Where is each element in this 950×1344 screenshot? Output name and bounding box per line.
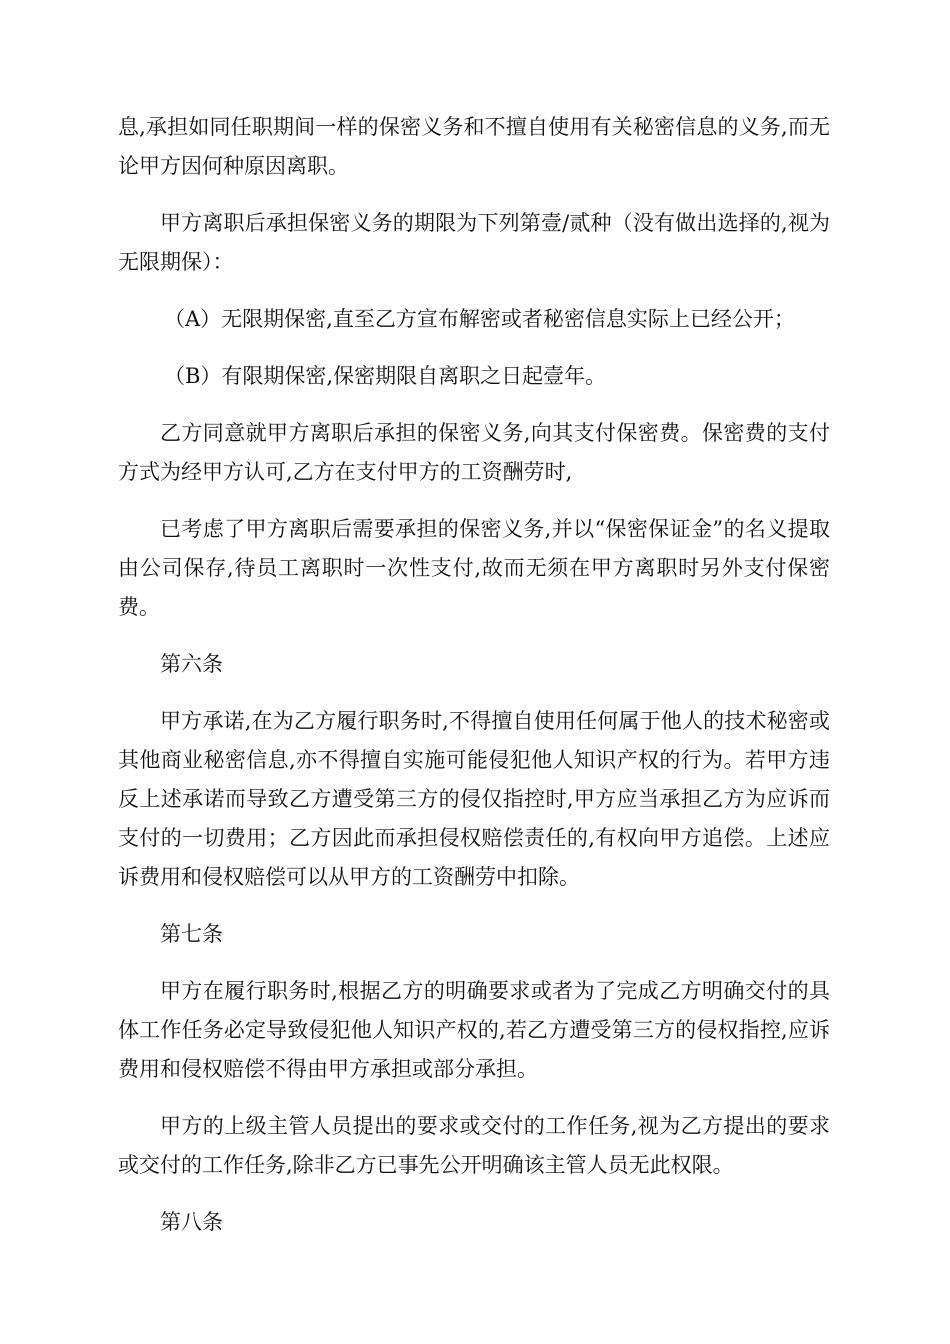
paragraph-continuation: 息,承担如同任职期间一样的保密义务和不擅自使用有关秘密信息的义务,而无论甲方因何种原因离职。 [118,115,830,178]
option-a: （A）无限期保密,直至乙方宣布解密或者秘密信息实际上已经公开； [164,307,795,331]
paragraph-confidentiality-deposit: 已考虑了甲方离职后需要承担的保密义务,并以“保密保证金”的名义提取由公司保存,待员工离职时一次性支付,故而无须在甲方离职时另外支付保密费。 [118,517,830,619]
document-body [118,108,830,1260]
article-heading-7: 第七条 [160,922,223,946]
paragraph-article-7: 甲方在履行职务时,根据乙方的明确要求或者为了完成乙方明确交付的具体工作任务必定导致侵犯他人知识产权的,若乙方遭受第三方的侵权指控,应诉费用和侵权赔偿不得由甲方承担或部分承担。 [118,979,830,1081]
paragraph-article-6: 甲方承诺,在为乙方履行职务时,不得擅自使用任何属于他人的技术秘密或其他商业秘密信息,亦不得擅自实施可能侵犯他人知识产权的行为。若甲方违反上述承诺而导致乙方遭受第三方的侵仅指控时,甲方应当承担乙方为应诉而支付的一切费用；乙方因此而承担侵权赔偿责任的,有权向甲方追偿。上述应诉费用和侵权赔偿可以从甲方的工资酬劳中扣除。 [118,709,830,889]
option-b: （B）有限期保密,保密期限自离职之日起壹年。 [164,364,607,388]
paragraph-supervisor-requests: 甲方的上级主管人员提出的要求或交付的工作任务,视为乙方提出的要求或交付的工作任务,除非乙方已事先公开明确该主管人员无此权限。 [118,1114,830,1177]
article-heading-8: 第八条 [160,1210,223,1234]
paragraph-confidentiality-term: 甲方离职后承担保密义务的期限为下列第壹/贰种（没有做出选择的,视为无限期保）： [118,211,830,274]
article-heading-6: 第六条 [160,652,223,676]
paragraph-confidentiality-fee: 乙方同意就甲方离职后承担的保密义务,向其支付保密费。保密费的支付方式为经甲方认可,乙方在支付甲方的工资酬劳时, [118,421,830,484]
